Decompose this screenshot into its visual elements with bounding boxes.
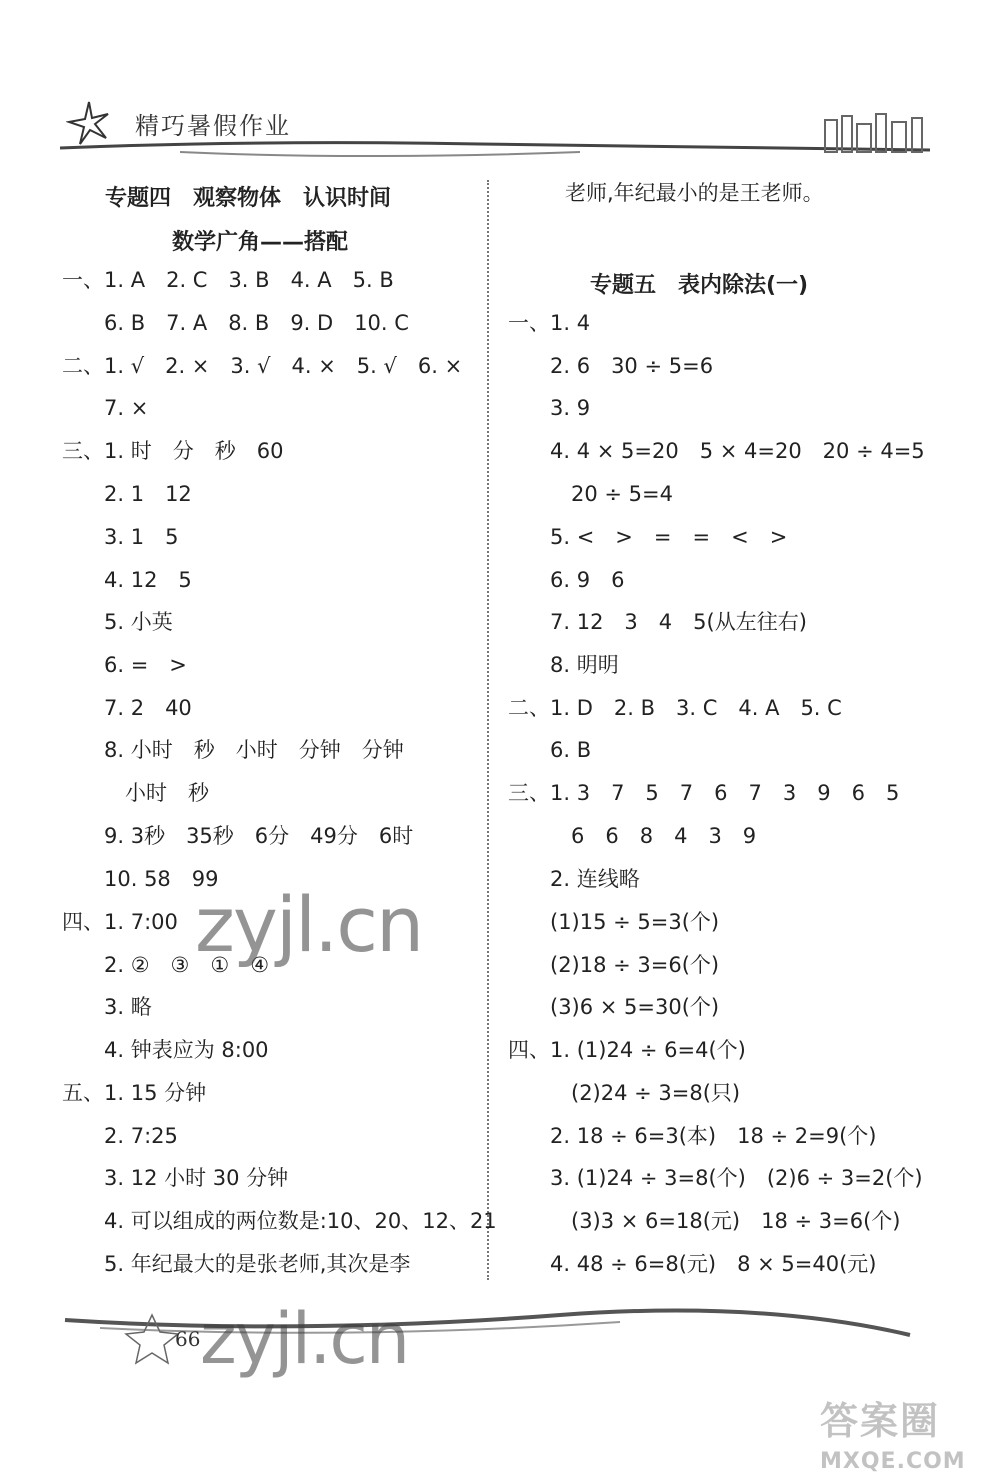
answer-line: 9. 3秒 35秒 6分 49分 6时 — [62, 824, 414, 848]
answer-line: (2)18 ÷ 3=6(个) — [508, 953, 720, 977]
answer-line: 二、1. √ 2. × 3. √ 4. × 5. √ 6. × — [62, 354, 463, 378]
answer-line: 二、1. D 2. B 3. C 4. A 5. C — [508, 696, 842, 720]
left-heading-topic4: 专题四 观察物体 认识时间 — [105, 186, 392, 211]
answer-line: 7. 12 3 4 5(从左往右) — [508, 610, 807, 634]
site-brand-text: 答案圈 — [820, 1399, 941, 1443]
answer-line: 2. 1 12 — [62, 482, 192, 506]
answer-line: 四、1. (1)24 ÷ 6=4(个) — [508, 1038, 746, 1062]
answer-line: 三、1. 3 7 5 7 6 7 3 9 6 5 — [508, 781, 900, 805]
answer-line: 一、1. A 2. C 3. B 4. A 5. B — [62, 268, 394, 292]
answer-line: (3)3 × 6=18(元) 18 ÷ 3=6(个) — [508, 1209, 901, 1233]
answer-line: (2)24 ÷ 3=8(只) — [508, 1081, 741, 1105]
answer-line: 3. 略 — [62, 995, 152, 1019]
answer-line: 3. 9 — [508, 396, 591, 420]
page-header — [0, 0, 1000, 170]
answer-line: 8. 明明 — [508, 653, 619, 677]
column-divider — [487, 180, 489, 1280]
right-continuation-line: 老师,年纪最小的是王老师。 — [565, 181, 824, 205]
header-swoosh-line — [60, 130, 930, 170]
watermark-text: zyjl.cn — [195, 880, 423, 969]
answer-line: 3. 12 小时 30 分钟 — [62, 1166, 289, 1190]
answer-line: 2. 18 ÷ 6=3(本) 18 ÷ 2=9(个) — [508, 1124, 877, 1148]
answer-line: 6. B 7. A 8. B 9. D 10. C — [62, 311, 409, 335]
answer-line: 6. 9 6 — [508, 568, 625, 592]
answer-line: 4. 48 ÷ 6=8(元) 8 × 5=40(元) — [508, 1252, 877, 1276]
answer-line: 2. ② ③ ① ④ — [62, 953, 270, 977]
page-footer — [0, 1290, 1000, 1390]
footer-swoosh-line — [0, 1290, 1000, 1390]
answer-line: (3)6 × 5=30(个) — [508, 995, 720, 1019]
watermark-text: zyjl.cn — [200, 1298, 409, 1380]
site-url-text: MXQE.COM — [820, 1449, 966, 1474]
header-title: 精巧暑假作业 — [135, 112, 291, 140]
right-heading-topic5: 专题五 表内除法(一) — [590, 273, 809, 298]
answer-line: 6. = > — [62, 653, 187, 677]
answer-line: 8. 小时 秒 小时 分钟 分钟 — [62, 738, 404, 762]
answer-line: 4. 12 5 — [62, 568, 192, 592]
answer-line: 2. 连线略 — [508, 867, 640, 891]
book-stack-icon — [820, 110, 930, 155]
answer-line: 2. 7:25 — [62, 1124, 178, 1148]
answer-line: 5. 年纪最大的是张老师,其次是李 — [62, 1252, 411, 1276]
answer-line: 5. 小英 — [62, 610, 173, 634]
left-heading-subtopic: 数学广角——搭配 — [172, 230, 349, 255]
answer-line: 三、1. 时 分 秒 60 — [62, 439, 284, 463]
answer-line: 6 6 8 4 3 9 — [508, 824, 757, 848]
answer-line: 7. 2 40 — [62, 696, 192, 720]
answer-line: 3. 1 5 — [62, 525, 179, 549]
answer-line: 一、1. 4 — [508, 311, 591, 335]
answer-line: (1)15 ÷ 5=3(个) — [508, 910, 720, 934]
answer-line: 4. 4 × 5=20 5 × 4=20 20 ÷ 4=5 — [508, 439, 925, 463]
answer-line: 小时 秒 — [62, 781, 209, 805]
answer-line: 3. (1)24 ÷ 3=8(个) (2)6 ÷ 3=2(个) — [508, 1166, 923, 1190]
answer-line: 4. 钟表应为 8:00 — [62, 1038, 269, 1062]
answer-line: 10. 58 99 — [62, 867, 219, 891]
answer-line: 4. 可以组成的两位数是:10、20、12、21 — [62, 1209, 497, 1233]
page-number: 66 — [175, 1327, 201, 1351]
site-watermark — [820, 1390, 995, 1474]
answer-line: 7. × — [62, 396, 149, 420]
answer-line: 2. 6 30 ÷ 5=6 — [508, 354, 714, 378]
answer-line: 五、1. 15 分钟 — [62, 1081, 207, 1105]
answer-line: 20 ÷ 5=4 — [508, 482, 673, 506]
answer-line: 5. < > = = < > — [508, 525, 788, 549]
answer-line: 四、1. 7:00 — [62, 910, 178, 934]
answer-line: 6. B — [508, 738, 592, 762]
